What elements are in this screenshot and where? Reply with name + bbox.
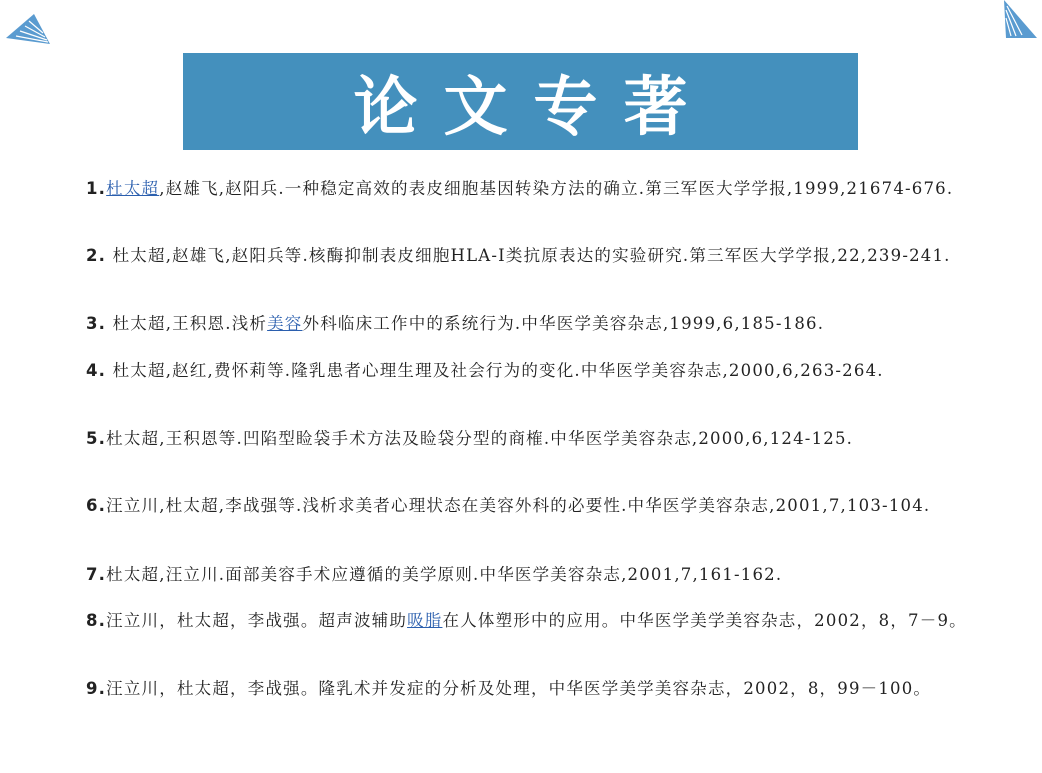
page-title: 论文专著 bbox=[353, 70, 714, 145]
reference-number: 1. bbox=[86, 179, 107, 198]
reference-number: 9. bbox=[86, 679, 107, 698]
reference-item-8 bbox=[86, 608, 981, 634]
reference-number: 5. bbox=[86, 429, 107, 448]
reference-text: ,赵雄飞,赵阳兵.一种稳定高效的表皮细胞基因转染方法的确立.第三军医大学学报,1999,21674-676. bbox=[159, 179, 954, 198]
reference-text: 杜太超,王积恩等.凹陷型睑袋手术方法及睑袋分型的商榷.中华医学美容杂志,2000,6,124-125. bbox=[106, 429, 854, 448]
reference-item-9 bbox=[86, 676, 981, 702]
reference-text: 汪立川,杜太超,李战强等.浅析求美者心理状态在美容外科的必要性.中华医学美容杂志,2001,7,103-104. bbox=[106, 496, 931, 515]
corner-triangle-left-icon bbox=[4, 12, 52, 46]
reference-item-4 bbox=[86, 358, 981, 384]
reference-number: 3. bbox=[86, 314, 107, 333]
reference-text: 杜太超,赵红,费怀莉等.隆乳患者心理生理及社会行为的变化.中华医学美容杂志,2000,6,263-264. bbox=[106, 361, 884, 380]
author-link[interactable]: 杜太超 bbox=[106, 179, 160, 198]
reference-number: 8. bbox=[86, 611, 107, 630]
reference-item-1 bbox=[86, 176, 981, 202]
reference-text: 外科临床工作中的系统行为.中华医学美容杂志,1999,6,185-186. bbox=[302, 314, 825, 333]
reference-number: 6. bbox=[86, 496, 107, 515]
reference-number: 2. bbox=[86, 246, 107, 265]
corner-triangle-right-icon bbox=[1004, 0, 1038, 40]
keyword-link[interactable]: 吸脂 bbox=[407, 611, 443, 630]
reference-number: 7. bbox=[86, 565, 107, 584]
reference-item-3 bbox=[86, 311, 981, 337]
reference-item-6 bbox=[86, 493, 981, 519]
reference-text: 汪立川，杜太超，李战强。隆乳术并发症的分析及处理，中华医学美学美容杂志，2002，8，99－100。 bbox=[106, 679, 932, 698]
reference-text: 杜太超,汪立川.面部美容手术应遵循的美学原则.中华医学美容杂志,2001,7,161-162. bbox=[106, 565, 783, 584]
title-banner bbox=[183, 53, 858, 150]
reference-text: 杜太超,王积恩.浅析 bbox=[106, 314, 268, 333]
reference-text: 汪立川，杜太超，李战强。超声波辅助 bbox=[106, 611, 408, 630]
reference-number: 4. bbox=[86, 361, 107, 380]
reference-item-2 bbox=[86, 243, 981, 269]
reference-item-5 bbox=[86, 426, 981, 452]
reference-text: 杜太超,赵雄飞,赵阳兵等.核酶抑制表皮细胞HLA-Ⅰ类抗原表达的实验研究.第三军医大学学报,22,239-241. bbox=[106, 246, 951, 265]
reference-text: 在人体塑形中的应用。中华医学美学美容杂志，2002，8，7－9。 bbox=[442, 611, 967, 630]
reference-item-7 bbox=[86, 562, 981, 588]
keyword-link[interactable]: 美容 bbox=[267, 314, 303, 333]
